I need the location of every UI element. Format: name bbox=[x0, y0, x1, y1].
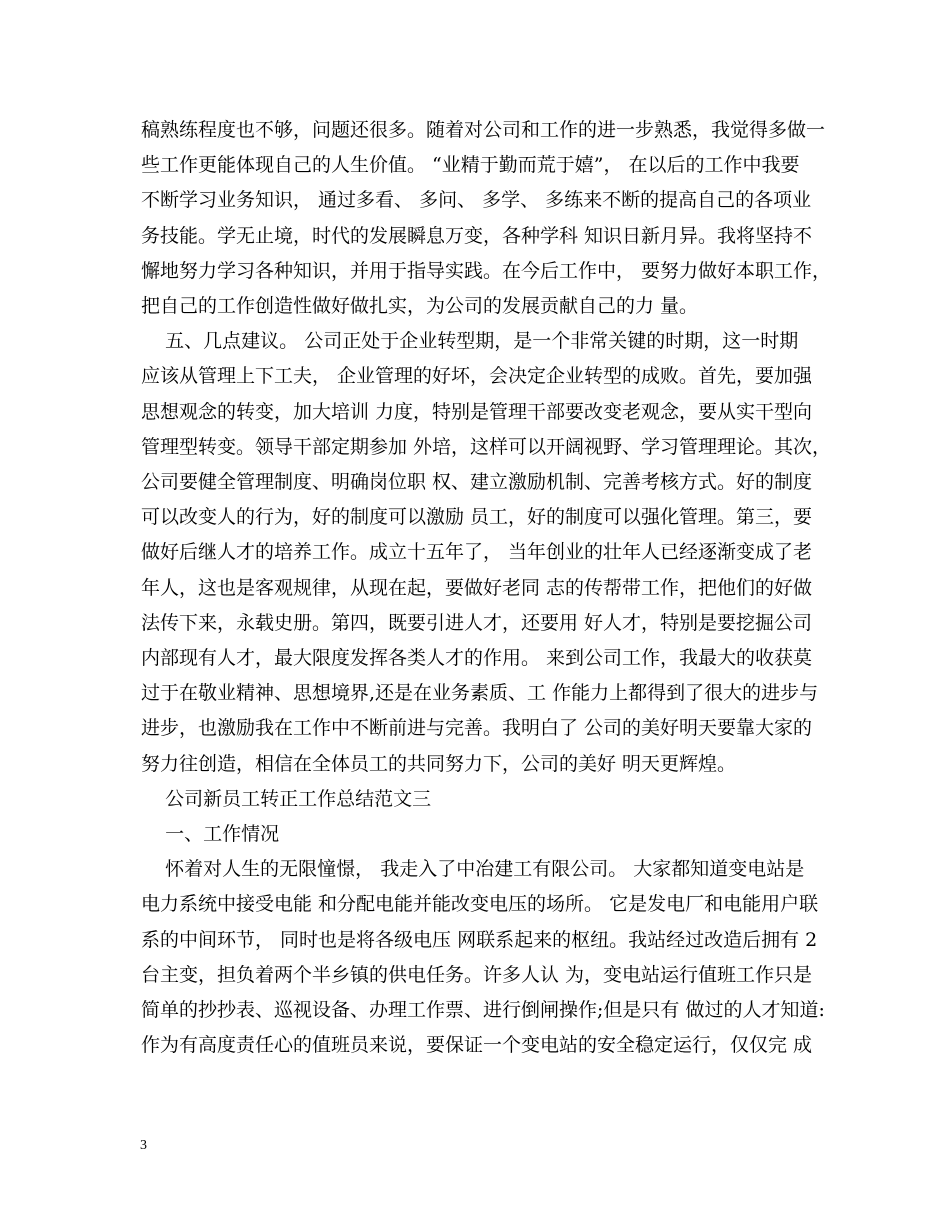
text-line: 应该从管理上下工夫， 企业管理的好坏，会决定企业转型的成败。首先，要加强 bbox=[141, 365, 813, 388]
text-line: 不断学习业务知识， 通过多看、 多问、 多学、 多练来不断的提高自己的各项业 bbox=[141, 189, 812, 212]
text-line: 一、工作情况 bbox=[141, 823, 280, 845]
text-line: 公司要健全管理制度、明确岗位职 权、建立激励机制、完善考核方式。好的制度 bbox=[141, 471, 813, 493]
text-line: 努力往创造，相信在全体员工的共同努力下，公司的美好 明天更辉煌。 bbox=[141, 752, 737, 775]
text-line: 过于在敬业精神、思想境界,还是在业务素质、工 作能力上都得到了很大的进步与 bbox=[141, 682, 819, 705]
text-line: 务技能。学无止境，时代的发展瞬息万变，各种学科 知识日新月异。我将坚持不 bbox=[141, 224, 813, 247]
text-line: 简单的抄抄表、巡视设备、办理工作票、进行倒闸操作;但是只有 做过的人才知道: bbox=[141, 999, 825, 1021]
text-line: 公司新员工转正工作总结范文三 bbox=[141, 787, 432, 810]
text-line: 怀着对人生的无限憧憬， 我走入了中冶建工有限公司。 大家都知道变电站是 bbox=[141, 858, 805, 881]
text-line: 电力系统中接受电能 和分配电能并能改变电压的场所。 它是发电厂和电能用户联 bbox=[141, 893, 819, 916]
text-line: 可以改变人的行为，好的制度可以激励 员工，好的制度可以强化管理。第三，要 bbox=[141, 506, 813, 529]
text-line: 管理型转变。领导干部定期参加 外培，这样可以开阔视野、学习管理理论。其次， bbox=[141, 435, 832, 458]
page-number: 3 bbox=[140, 1138, 147, 1153]
text-line: 五、几点建议。 公司正处于企业转型期，是一个非常关键的时期，这一时期 bbox=[141, 330, 799, 353]
text-line: 年人，这也是客观规律，从现在起，要做好老同 志的传帮带工作，把他们的好做 bbox=[141, 576, 813, 599]
text-line: 把自己的工作创造性做好做扎实，为公司的发展贡献自己的力 量。 bbox=[141, 295, 699, 317]
text-line: 思想观念的转变，加大培训 力度，特别是管理干部要改变老观念，要从实干型向 bbox=[141, 400, 813, 423]
text-line: 内部现有人才，最大限度发挥各类人才的作用。 来到公司工作，我最大的收获莫 bbox=[141, 647, 813, 669]
text-line: 些工作更能体现自己的人生价值。 “业精于勤而荒于嬉”， 在以后的工作中我要 bbox=[141, 154, 800, 177]
text-line: 懈地努力学习各种知识，并用于指导实践。在今后工作中， 要努力做好本职工作， bbox=[141, 259, 832, 282]
text-line: 进步，也激励我在工作中不断前进与完善。我明白了 公司的美好明天要靠大家的 bbox=[141, 717, 813, 740]
text-line: 法传下来，永载史册。第四，既要引进人才，还要用 好人才，特别是要挖掘公司 bbox=[141, 611, 813, 634]
text-line: 台主变，担负着两个半乡镇的供电任务。许多人认 为，变电站运行值班工作只是 bbox=[141, 963, 813, 986]
text-line: 系的中间环节， 同时也是将各级电压 网联系起来的枢纽。我站经过改造后拥有 2 bbox=[141, 928, 818, 951]
text-line: 做好后继人才的培养工作。成立十五年了， 当年创业的壮年人已经逐渐变成了老 bbox=[141, 541, 813, 564]
text-line: 稿熟练程度也不够，问题还很多。随着对公司和工作的进一步熟悉，我觉得多做一 bbox=[141, 119, 826, 141]
text-line: 作为有高度责任心的值班员来说，要保证一个变电站的安全稳定运行，仅仅完 成 bbox=[141, 1034, 813, 1057]
